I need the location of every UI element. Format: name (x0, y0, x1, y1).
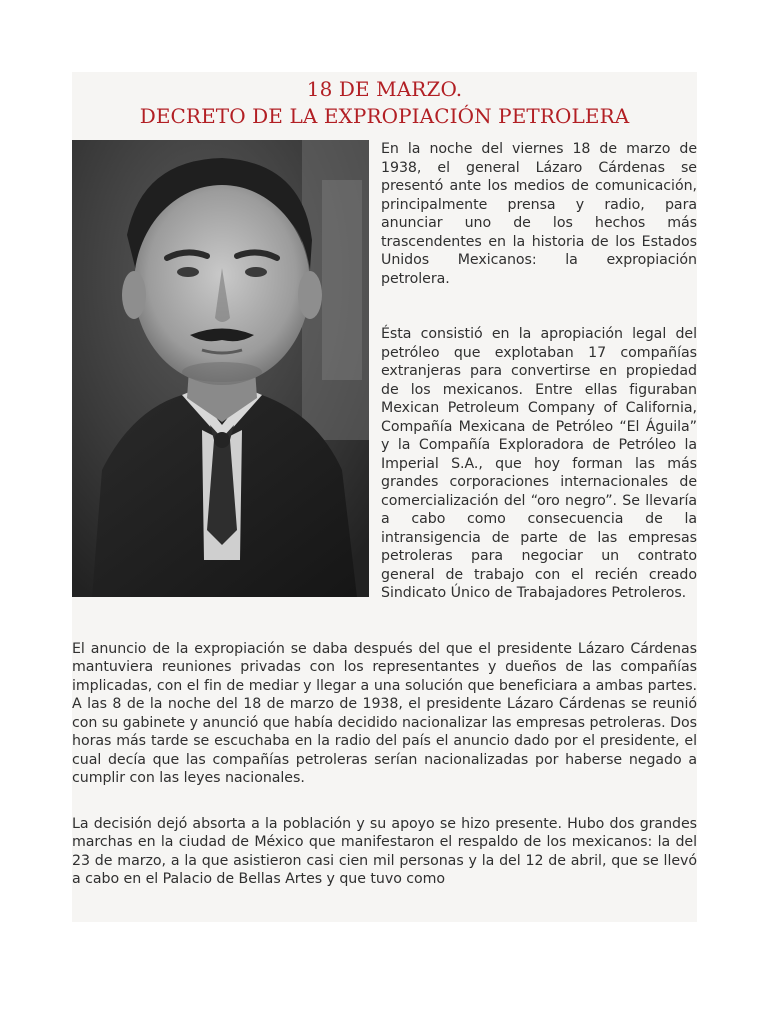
paragraph-1: En la noche del viernes 18 de marzo de 1938, el general Lázaro Cárdenas se presentó ante los medios de comunicación, principalmente prensa y radio, para anunciar uno de los hechos más trascendentes en la historia de los Estados Unidos Mexicanos: la expropiación petrolera. (381, 141, 697, 287)
page-bottom-margin (72, 922, 697, 1024)
document-title-decree: DECRETO DE LA EXPROPIACIÓN PETROLERA (139, 104, 630, 128)
paragraph-spacer (72, 603, 697, 640)
paragraph-3: El anuncio de la expropiación se daba después del que el presidente Lázaro Cárdenas mantuviera reuniones privadas con los representantes y dueños de las compañías implicadas, con el fin de mediar y llegar a una solución que beneficiara a ambas partes. A las 8 de la noche del 18 de marzo de 1938, el presidente Lázaro Cárdenas se reunió con su gabinete y anunció que había decidido nacionalizar las empresas petroleras. Dos horas más tarde se escuchaba en la radio del país el anuncio dado por el presidente, el cual decía que las compañías petroleras serían nacionalizadas por haberse negado a cumplir con las leyes nacionales. (72, 640, 697, 786)
portrait-photo-graphic (72, 140, 369, 597)
paragraph-spacer (72, 788, 697, 815)
intro-section (72, 140, 697, 603)
portrait-photo-icon (72, 140, 369, 597)
paragraph-2: Ésta consistió en la apropiación legal del petróleo que explotaban 17 compañías extranjeras para convertirse en propiedad de los mexicanos. Entre ellas figuraban Mexican Petroleum Company of California, Compañía Mexicana de Petróleo “El Águila” y la Compañía Exploradora de Petróleo la Imperial S.A., que hoy forman las más grandes corporaciones internacionales de comercialización del “oro negro”. Se llevaría a cabo como consecuencia de la intransigencia de parte de las empresas petroleras para negociar un contrato general de trabajo con el recién creado Sindicato Único de Trabajadores Petroleros. (381, 326, 697, 601)
document-page (72, 72, 697, 1024)
paragraph-4: La decisión dejó absorta a la población y su apoyo se hizo presente. Hubo dos grandes marchas en la ciudad de México que manifestaron el respaldo de los mexicanos: la del 23 de marzo, a la que asistieron casi cien mil personas y la del 12 de abril, que se llevó a cabo en el Palacio de Bellas Artes y que tuvo como (72, 815, 697, 887)
document-title-date: 18 DE MARZO. (306, 77, 463, 101)
